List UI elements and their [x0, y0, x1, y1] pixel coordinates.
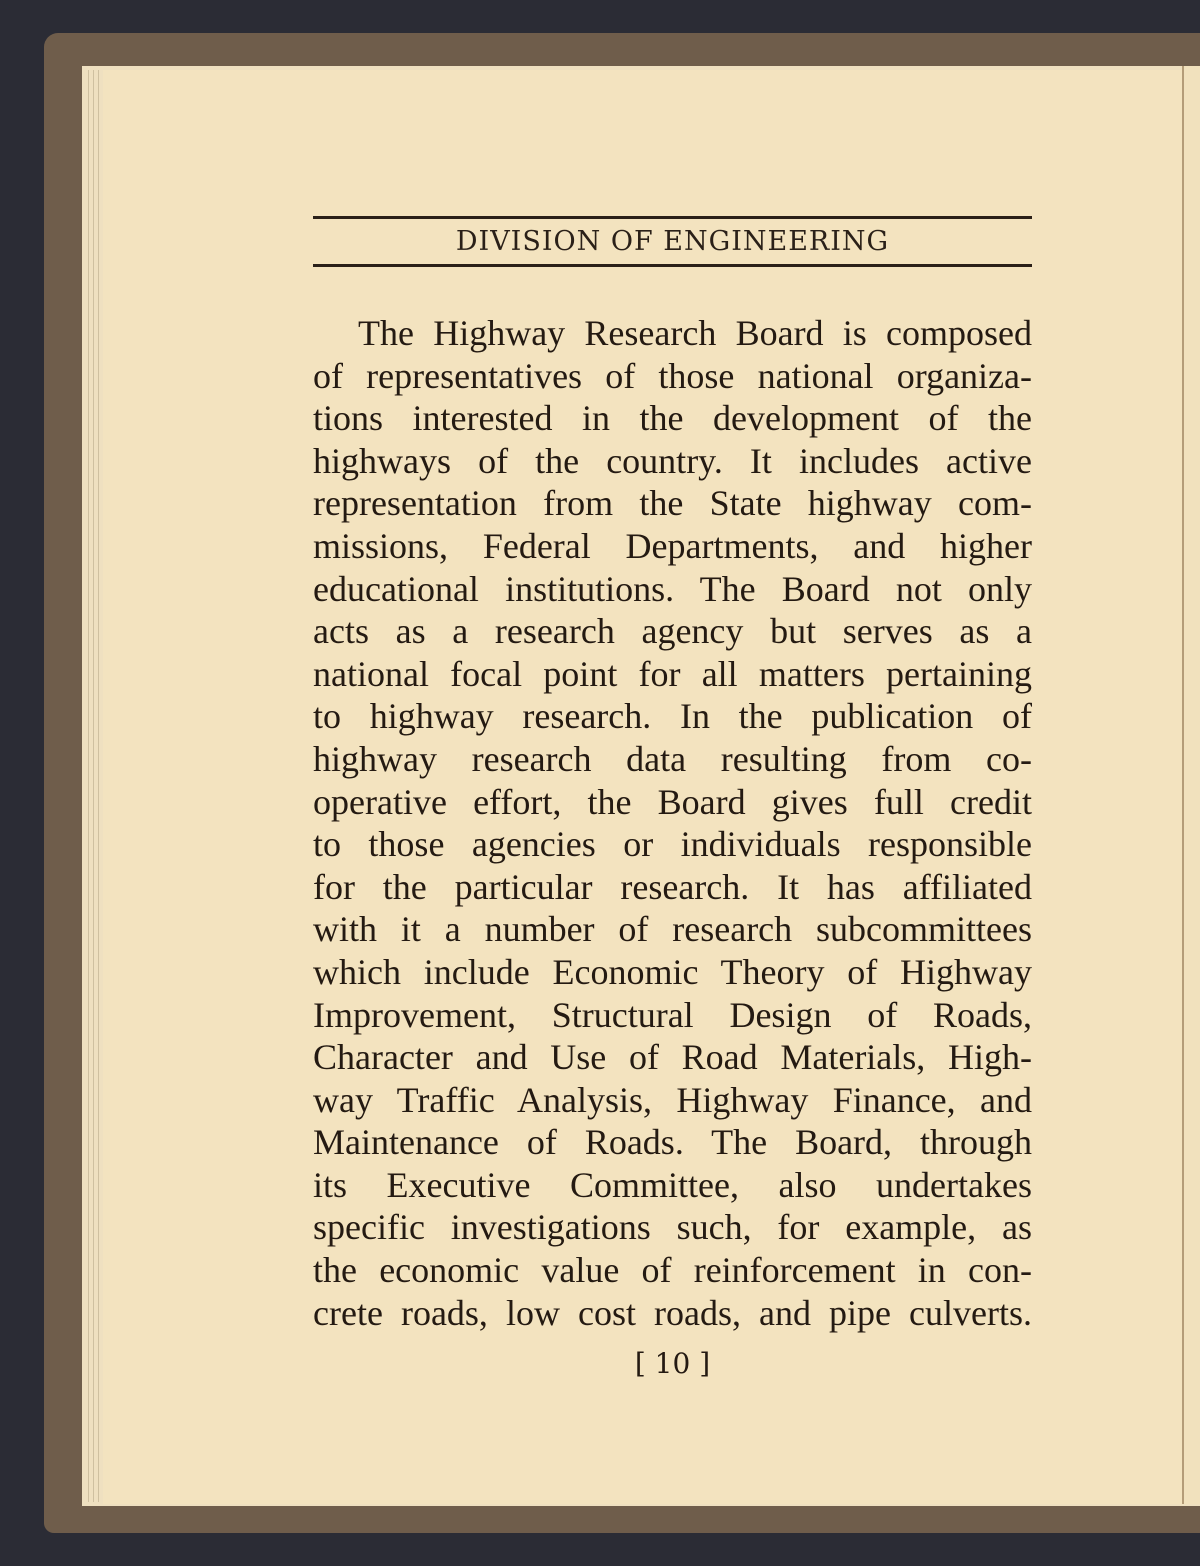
text-line: way Traffic Analysis, Highway Finance, and	[313, 1079, 1032, 1120]
text-line: national focal point for all matters pertaining	[313, 653, 1032, 694]
body-paragraph	[313, 312, 1032, 1334]
text-line: missions, Federal Departments, and higher	[313, 525, 1032, 566]
text-line: The Highway Research Board is composed	[358, 313, 1032, 353]
page-edge	[93, 70, 94, 1502]
text-line: highways of the country. It includes active	[313, 440, 1032, 481]
text-line: for the particular research. It has affiliated	[313, 866, 1032, 907]
text-line: with it a number of research subcommittees	[313, 909, 1032, 950]
text-line: to those agencies or individuals responsible	[313, 824, 1032, 865]
text-line: highway research data resulting from co-	[313, 738, 1032, 779]
text-line: its Executive Committee, also undertakes	[313, 1164, 1032, 1205]
text-line: representation from the State highway com-	[313, 483, 1032, 524]
text-line: which include Economic Theory of Highway	[313, 951, 1032, 992]
page-edge	[98, 70, 99, 1502]
text-line: operative effort, the Board gives full credit	[313, 781, 1032, 822]
facing-page-edge	[1184, 66, 1200, 1504]
text-line: acts as a research agency but serves as a	[313, 611, 1032, 652]
text-line: the economic value of reinforcement in con-	[313, 1250, 1032, 1291]
text-line: Maintenance of Roads. The Board, through	[313, 1122, 1032, 1163]
header-rule-top	[313, 216, 1032, 219]
page-number: [ 10 ]	[634, 1347, 711, 1380]
text-line: Improvement, Structural Design of Roads,	[313, 994, 1032, 1035]
text-line: tions interested in the development of the	[313, 398, 1032, 439]
text-line: educational institutions. The Board not only	[313, 568, 1032, 609]
header-rule-bottom	[313, 264, 1032, 267]
text-line: to highway research. In the publication of	[313, 696, 1032, 737]
page-edge	[88, 70, 89, 1502]
text-line: Character and Use of Road Materials, High-	[313, 1037, 1032, 1078]
text-line: of representatives of those national organiza-	[313, 355, 1032, 396]
running-header: DIVISION OF ENGINEERING	[455, 226, 890, 257]
text-line: specific investigations such, for example, as	[313, 1207, 1032, 1248]
text-line: crete roads, low cost roads, and pipe culverts.	[313, 1292, 1032, 1333]
